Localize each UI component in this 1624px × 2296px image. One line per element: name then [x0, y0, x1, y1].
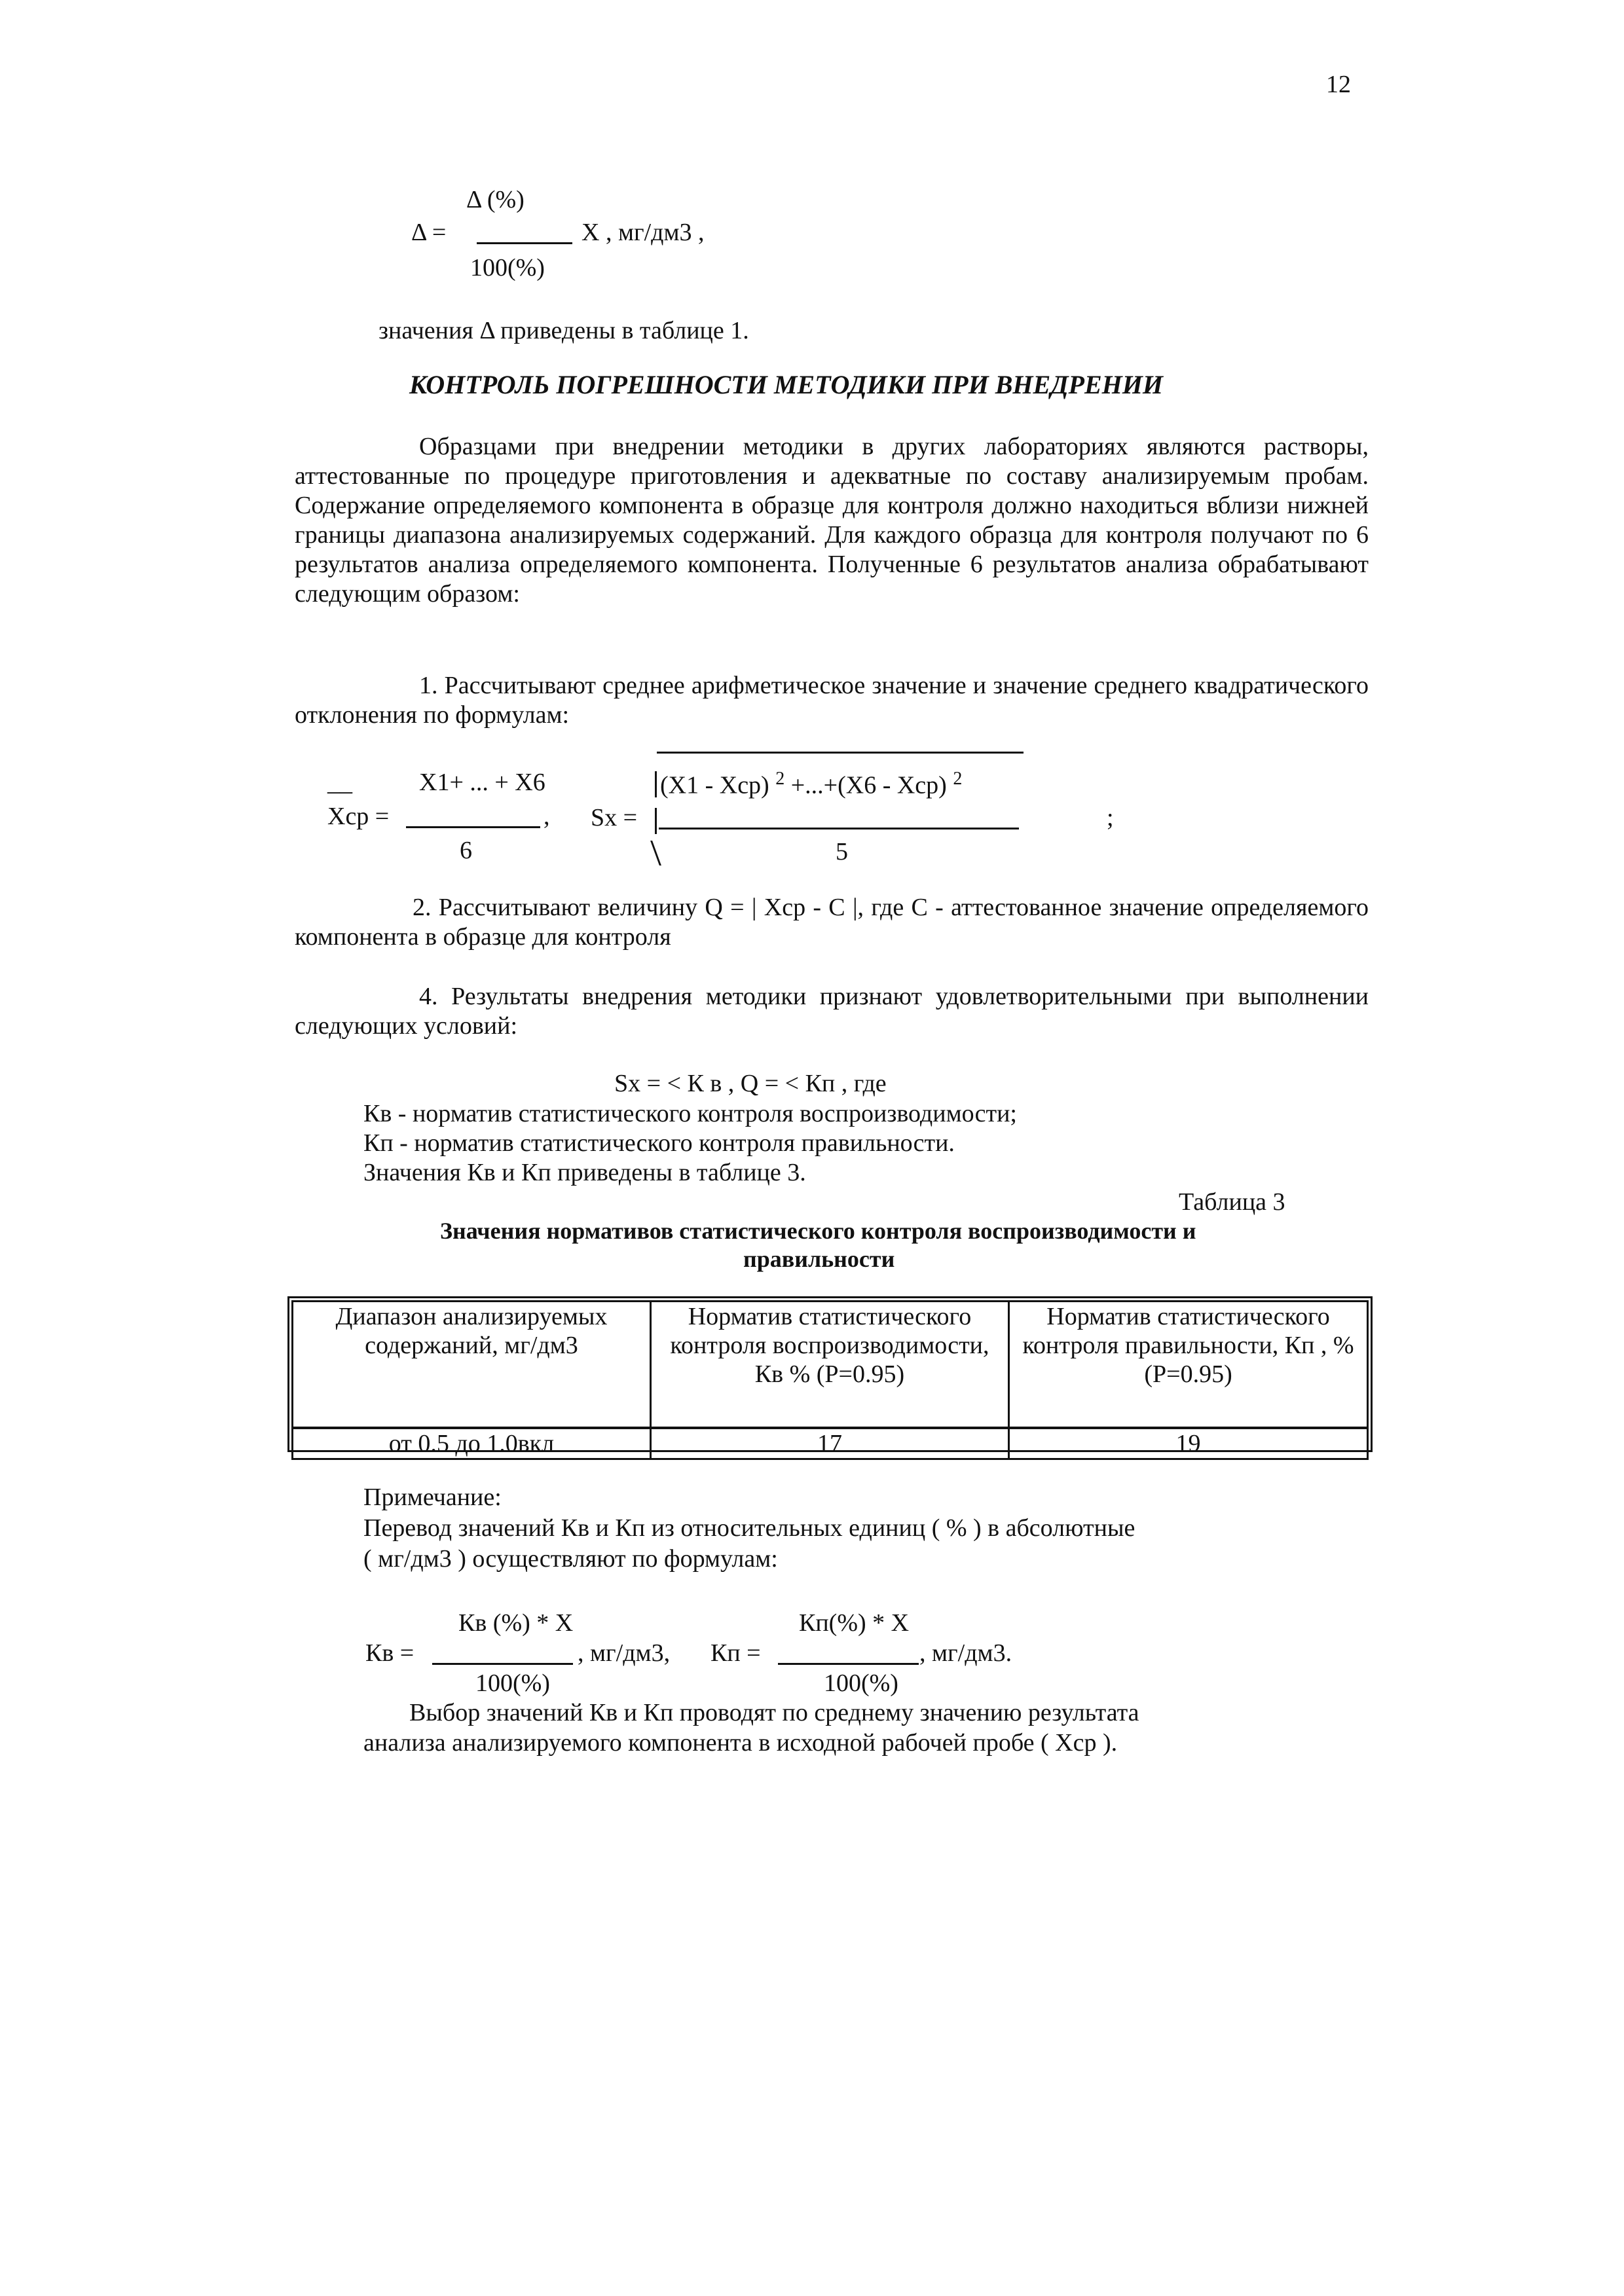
kp-numerator: Кп(%) * X: [799, 1609, 910, 1637]
table-row: [293, 1428, 1368, 1459]
def-table-ref: Значения Кв и Кп приведены в таблице 3.: [363, 1159, 806, 1186]
conditions: Sx = < К в , Q = < Кп , где: [614, 1070, 887, 1097]
delta-numerator: Δ (%): [466, 186, 525, 213]
step-4-text: 4. Результаты внедрения методики признают удовлетворительными при выполнении следующих условий:: [295, 983, 1369, 1040]
mean-numerator: X1+ ... + X6: [419, 769, 545, 796]
note-title: Примечание:: [363, 1484, 502, 1511]
mean-bar: __: [327, 769, 352, 796]
sx-exp-a: 2: [775, 769, 785, 789]
sx-semicolon: ;: [1107, 804, 1114, 831]
mean-lhs: Xcp =: [327, 803, 390, 830]
sx-plus: +...+: [790, 771, 838, 799]
intro-paragraph: Образцами при внедрении методики в других лабораториях являются растворы, аттестованные по процедуре приготовления и адекватные по составу анализируемым пробам. Содержание определяемого компонента в образце для контроля должно находиться вблизи нижней границы диапазона анализируемых содержаний. Для каждого образца для контроля получают по 6 результатов анализа определяемого компонента. Полученные 6 результатов анализа обрабатывают следующим образом:: [295, 433, 1369, 608]
table-header-row: [293, 1302, 1368, 1429]
section-title: КОНТРОЛЬ ПОГРЕШНОСТИ МЕТОДИКИ ПРИ ВНЕДРЕНИИ: [409, 370, 1163, 399]
kp-lhs: Кп =: [710, 1639, 761, 1667]
sx-fraction-line: [659, 828, 1019, 829]
page-number: 12: [1326, 71, 1351, 98]
table-header-cell: Диапазон анализируемых содержаний, мг/дм3: [293, 1302, 651, 1429]
table-header-cell: Норматив статистического контроля правильности, Кп , % (Р=0.95): [1009, 1302, 1368, 1429]
delta-note: значения Δ приведены в таблице 1.: [378, 317, 749, 344]
def-kv: Кв - норматив статистического контроля воспроизводимости;: [363, 1100, 1017, 1127]
kp-fraction-line: [778, 1663, 919, 1665]
sx-denominator: 5: [836, 838, 848, 866]
table-cell-kp: 19: [1009, 1428, 1368, 1459]
kv-suffix: , мг/дм3,: [578, 1639, 671, 1667]
mean-comma: ,: [544, 803, 550, 830]
kv-denominator: 100(%): [475, 1669, 550, 1697]
table-title-line-1: Значения нормативов статистического контроля воспроизводимости и: [440, 1218, 1196, 1244]
kp-denominator: 100(%): [824, 1669, 898, 1697]
delta-denominator: 100(%): [470, 254, 545, 282]
delta-suffix: X , мг/дм3 ,: [581, 219, 705, 246]
table-cell-kv: 17: [650, 1428, 1008, 1459]
sx-term-a: (X1 - Xcp): [660, 771, 769, 799]
final-line-2: анализа анализируемого компонента в исходной рабочей пробе ( Xcp ).: [363, 1729, 1118, 1757]
table-label: Таблица 3: [1179, 1188, 1285, 1216]
sx-term-b: (X6 - Xcp): [838, 771, 947, 799]
sqrt-tick: [650, 841, 661, 866]
sx-exp-b: 2: [953, 769, 963, 789]
step-1-text: 1. Рассчитывают среднее арифметическое значение и значение среднего квадратического отклонения по формулам:: [295, 672, 1369, 729]
mean-fraction-line: [406, 826, 540, 828]
note-line-1: Перевод значений Кв и Кп из относительных единиц ( % ) в абсолютные: [363, 1514, 1135, 1542]
sx-numerator: [660, 770, 962, 798]
sqrt-overline: [657, 752, 1024, 754]
kp-suffix: , мг/дм3.: [919, 1639, 1012, 1667]
note-line-2: ( мг/дм3 ) осуществляют по формулам:: [363, 1545, 778, 1573]
kv-lhs: Кв =: [365, 1639, 415, 1667]
step-2-text: 2. Рассчитывают величину Q = | Xcp - C |, где C - аттестованное значение определяемого компонента в образце для контроля: [295, 894, 1369, 951]
delta-lhs: Δ =: [411, 219, 447, 246]
table-title-line-2: правильности: [743, 1246, 895, 1272]
norms-table: [291, 1300, 1369, 1460]
kv-fraction-line: [432, 1663, 573, 1665]
sqrt-bar-mid: [655, 808, 657, 834]
mean-denominator: 6: [460, 837, 472, 864]
table-header-cell: Норматив статистического контроля воспроизводимости, Кв % (Р=0.95): [650, 1302, 1008, 1429]
kv-numerator: Кв (%) * X: [458, 1609, 574, 1637]
table-cell-range: от 0.5 до 1.0вкл: [293, 1428, 651, 1459]
sqrt-bar-top: [655, 771, 657, 797]
final-line-1: Выбор значений Кв и Кп проводят по среднему значению результата: [409, 1699, 1139, 1726]
sx-lhs: Sx =: [591, 804, 638, 831]
delta-fraction-line: [477, 242, 572, 244]
def-kp: Кп - норматив статистического контроля правильности.: [363, 1129, 955, 1157]
